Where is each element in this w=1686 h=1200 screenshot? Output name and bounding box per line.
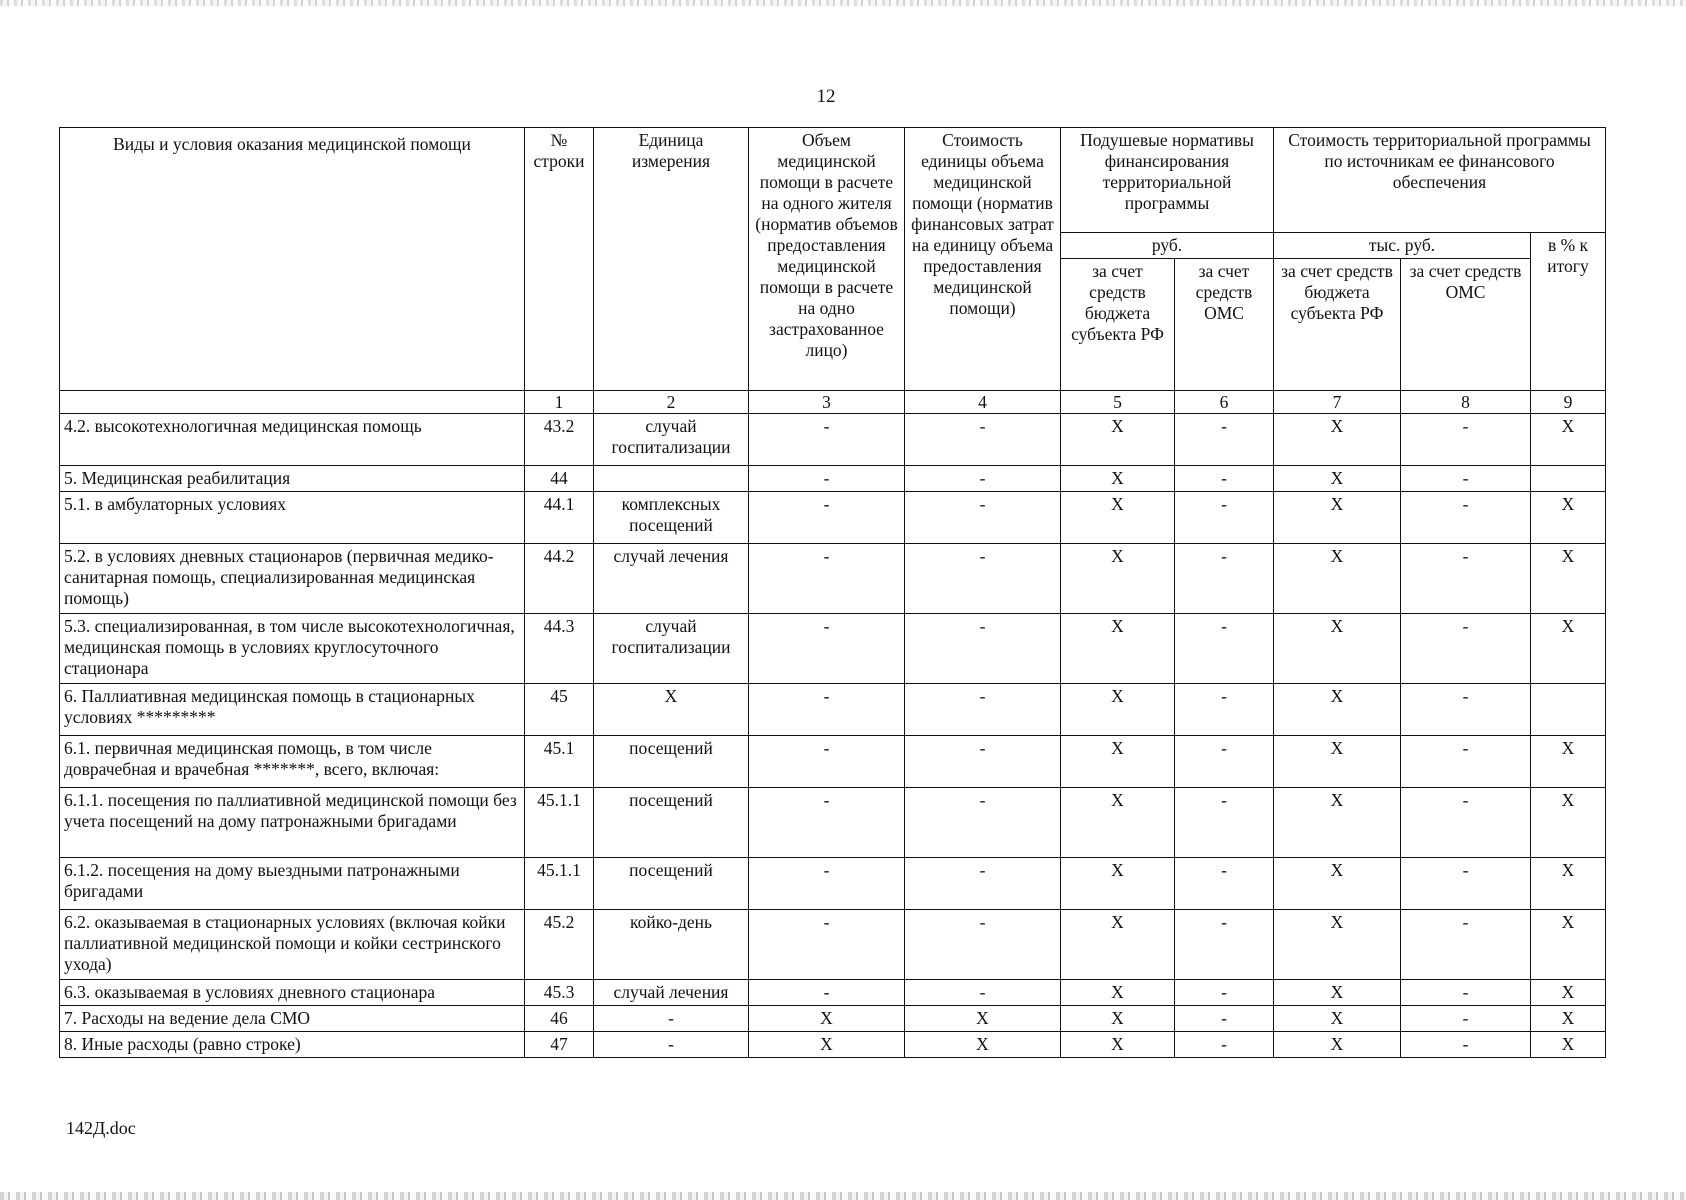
row-number: 44: [525, 466, 594, 492]
row-percent: [1531, 466, 1606, 492]
row-budget-thousand: X: [1274, 1032, 1401, 1058]
table-row: [60, 788, 1606, 858]
table-row: [60, 414, 1606, 466]
row-unit-cost: -: [905, 980, 1061, 1006]
row-oms-thousand: -: [1401, 1006, 1531, 1032]
column-number: 1: [525, 391, 594, 414]
column-number: 7: [1274, 391, 1401, 414]
row-budget-rub: X: [1061, 414, 1175, 466]
header-row-1: [60, 128, 1606, 233]
row-unit: [594, 466, 749, 492]
row-unit-cost: -: [905, 492, 1061, 544]
row-budget-rub: X: [1061, 614, 1175, 684]
column-number: 9: [1531, 391, 1606, 414]
row-unit-cost: X: [905, 1032, 1061, 1058]
row-oms-thousand: -: [1401, 614, 1531, 684]
financing-table: [59, 127, 1606, 1058]
row-oms-rub: -: [1175, 788, 1274, 858]
table-row: [60, 1006, 1606, 1032]
row-budget-rub: X: [1061, 1032, 1175, 1058]
row-unit-cost: -: [905, 414, 1061, 466]
row-description: 6.3. оказываемая в условиях дневного стационара: [60, 980, 525, 1006]
row-oms-rub: -: [1175, 1032, 1274, 1058]
row-budget-rub: X: [1061, 980, 1175, 1006]
row-oms-thousand: -: [1401, 980, 1531, 1006]
row-budget-thousand: X: [1274, 414, 1401, 466]
header-name: Виды и условия оказания медицинской помощи: [60, 128, 525, 391]
header-percent: в % к итогу: [1531, 233, 1606, 391]
row-unit: случай лечения: [594, 544, 749, 614]
header-per-capita-group: Подушевые нормативы финансирования территориальной программы: [1061, 128, 1274, 233]
column-number: 5: [1061, 391, 1175, 414]
table-row: [60, 684, 1606, 736]
row-description: 5. Медицинская реабилитация: [60, 466, 525, 492]
row-percent: X: [1531, 492, 1606, 544]
row-percent: X: [1531, 1006, 1606, 1032]
row-budget-thousand: X: [1274, 684, 1401, 736]
row-unit: посещений: [594, 788, 749, 858]
row-unit: -: [594, 1032, 749, 1058]
header-volume: Объем медицинской помощи в расчете на одного жителя (норматив объемов предоставления медицинской помощи в расчете на одно застрахованное лицо): [749, 128, 905, 391]
row-percent: X: [1531, 414, 1606, 466]
row-number: 43.2: [525, 414, 594, 466]
column-number-row: [60, 391, 1606, 414]
footer-filename: 142Д.doc: [66, 1118, 136, 1138]
table-row: [60, 980, 1606, 1006]
row-unit-cost: -: [905, 910, 1061, 980]
table-row: [60, 1032, 1606, 1058]
header-oms-thousand: за счет средств ОМС: [1401, 259, 1531, 391]
row-oms-rub: -: [1175, 414, 1274, 466]
row-budget-thousand: X: [1274, 1006, 1401, 1032]
row-budget-thousand: X: [1274, 788, 1401, 858]
row-unit-cost: -: [905, 684, 1061, 736]
row-budget-rub: X: [1061, 858, 1175, 910]
row-description: 8. Иные расходы (равно строке): [60, 1032, 525, 1058]
row-oms-thousand: -: [1401, 492, 1531, 544]
row-budget-thousand: X: [1274, 544, 1401, 614]
column-number: [60, 391, 525, 414]
row-unit: посещений: [594, 736, 749, 788]
row-number: 44.1: [525, 492, 594, 544]
row-oms-thousand: -: [1401, 544, 1531, 614]
column-number: 8: [1401, 391, 1531, 414]
row-oms-rub: -: [1175, 736, 1274, 788]
row-volume: -: [749, 466, 905, 492]
row-oms-rub: -: [1175, 466, 1274, 492]
header-unit-rub: руб.: [1061, 233, 1274, 259]
row-unit: случай госпитализации: [594, 414, 749, 466]
row-description: 5.2. в условиях дневных стационаров (первичная медико-санитарная помощь, специализированная медицинская помощь): [60, 544, 525, 614]
row-unit: X: [594, 684, 749, 736]
row-unit: комплексных посещений: [594, 492, 749, 544]
table-row: [60, 736, 1606, 788]
row-number: 45.1.1: [525, 788, 594, 858]
row-oms-rub: -: [1175, 492, 1274, 544]
row-oms-rub: -: [1175, 544, 1274, 614]
header-oms-rub: за счет средств ОМС: [1175, 259, 1274, 391]
header-unit: Единица измерения: [594, 128, 749, 391]
row-description: 6.1. первичная медицинская помощь, в том числе доврачебная и врачебная *******, всего, включая:: [60, 736, 525, 788]
header-unit-thousand-rub: тыс. руб.: [1274, 233, 1531, 259]
row-unit: -: [594, 1006, 749, 1032]
header-row-number: № строки: [525, 128, 594, 391]
row-oms-thousand: -: [1401, 684, 1531, 736]
column-number: 6: [1175, 391, 1274, 414]
row-unit: посещений: [594, 858, 749, 910]
row-volume: -: [749, 414, 905, 466]
row-number: 45.1.1: [525, 858, 594, 910]
row-budget-thousand: X: [1274, 614, 1401, 684]
column-number: 2: [594, 391, 749, 414]
row-number: 44.2: [525, 544, 594, 614]
row-budget-thousand: X: [1274, 736, 1401, 788]
row-volume: -: [749, 614, 905, 684]
row-percent: X: [1531, 1032, 1606, 1058]
row-number: 45.3: [525, 980, 594, 1006]
row-oms-rub: -: [1175, 980, 1274, 1006]
row-budget-rub: X: [1061, 466, 1175, 492]
row-volume: -: [749, 858, 905, 910]
row-unit: койко-день: [594, 910, 749, 980]
row-unit-cost: -: [905, 544, 1061, 614]
table-row: [60, 858, 1606, 910]
row-oms-thousand: -: [1401, 1032, 1531, 1058]
header-program-cost-group: Стоимость территориальной программы по источникам ее финансового обеспечения: [1274, 128, 1606, 233]
table-row: [60, 544, 1606, 614]
row-budget-rub: X: [1061, 788, 1175, 858]
row-description: 6.2. оказываемая в стационарных условиях (включая койки паллиативной медицинской помощи и койки сестринского ухода): [60, 910, 525, 980]
row-volume: -: [749, 980, 905, 1006]
row-oms-rub: -: [1175, 684, 1274, 736]
row-oms-thousand: -: [1401, 466, 1531, 492]
row-volume: -: [749, 910, 905, 980]
row-description: 5.3. специализированная, в том числе высокотехнологичная, медицинская помощь в условиях круглосуточного стационара: [60, 614, 525, 684]
row-budget-rub: X: [1061, 492, 1175, 544]
row-number: 45: [525, 684, 594, 736]
row-percent: X: [1531, 614, 1606, 684]
header-budget-thousand: за счет средств бюджета субъекта РФ: [1274, 259, 1401, 391]
row-percent: X: [1531, 980, 1606, 1006]
row-description: 7. Расходы на ведение дела СМО: [60, 1006, 525, 1032]
row-volume: -: [749, 788, 905, 858]
row-volume: -: [749, 492, 905, 544]
row-unit: случай госпитализации: [594, 614, 749, 684]
row-number: 46: [525, 1006, 594, 1032]
row-volume: -: [749, 736, 905, 788]
row-budget-thousand: X: [1274, 466, 1401, 492]
row-percent: X: [1531, 736, 1606, 788]
row-oms-thousand: -: [1401, 414, 1531, 466]
row-budget-thousand: X: [1274, 980, 1401, 1006]
row-description: 6.1.1. посещения по паллиативной медицинской помощи без учета посещений на дому патронажными бригадами: [60, 788, 525, 858]
row-oms-rub: -: [1175, 910, 1274, 980]
row-oms-rub: -: [1175, 614, 1274, 684]
row-description: 4.2. высокотехнологичная медицинская помощь: [60, 414, 525, 466]
row-description: 6. Паллиативная медицинская помощь в стационарных условиях *********: [60, 684, 525, 736]
row-unit-cost: -: [905, 614, 1061, 684]
row-budget-rub: X: [1061, 1006, 1175, 1032]
column-number: 4: [905, 391, 1061, 414]
page-number: 12: [816, 86, 836, 107]
row-percent: X: [1531, 544, 1606, 614]
row-oms-thousand: -: [1401, 788, 1531, 858]
table-row: [60, 492, 1606, 544]
row-percent: X: [1531, 910, 1606, 980]
row-volume: -: [749, 684, 905, 736]
row-unit-cost: -: [905, 736, 1061, 788]
row-volume: X: [749, 1006, 905, 1032]
row-description: 6.1.2. посещения на дому выездными патронажными бригадами: [60, 858, 525, 910]
scan-edge-bottom: [0, 1192, 1686, 1200]
row-budget-rub: X: [1061, 684, 1175, 736]
row-percent: X: [1531, 788, 1606, 858]
table-row: [60, 466, 1606, 492]
row-unit-cost: -: [905, 788, 1061, 858]
row-budget-thousand: X: [1274, 858, 1401, 910]
row-unit: случай лечения: [594, 980, 749, 1006]
table-row: [60, 910, 1606, 980]
row-percent: [1531, 684, 1606, 736]
row-budget-thousand: X: [1274, 492, 1401, 544]
row-percent: X: [1531, 858, 1606, 910]
row-budget-rub: X: [1061, 910, 1175, 980]
row-number: 45.2: [525, 910, 594, 980]
row-oms-rub: -: [1175, 858, 1274, 910]
row-number: 44.3: [525, 614, 594, 684]
scan-edge-top: [0, 0, 1686, 6]
table-body: [60, 414, 1606, 1058]
row-oms-thousand: -: [1401, 910, 1531, 980]
row-budget-rub: X: [1061, 544, 1175, 614]
row-volume: -: [749, 544, 905, 614]
row-volume: X: [749, 1032, 905, 1058]
row-oms-thousand: -: [1401, 736, 1531, 788]
header-budget-rub: за счет средств бюджета субъекта РФ: [1061, 259, 1175, 391]
row-unit-cost: X: [905, 1006, 1061, 1032]
row-unit-cost: -: [905, 466, 1061, 492]
table-row: [60, 614, 1606, 684]
row-unit-cost: -: [905, 858, 1061, 910]
row-oms-rub: -: [1175, 1006, 1274, 1032]
row-number: 47: [525, 1032, 594, 1058]
row-budget-thousand: X: [1274, 910, 1401, 980]
row-oms-thousand: -: [1401, 858, 1531, 910]
column-number: 3: [749, 391, 905, 414]
row-number: 45.1: [525, 736, 594, 788]
header-unit-cost: Стоимость единицы объема медицинской помощи (норматив финансовых затрат на единицу объема предоставления медицинской помощи): [905, 128, 1061, 391]
row-budget-rub: X: [1061, 736, 1175, 788]
row-description: 5.1. в амбулаторных условиях: [60, 492, 525, 544]
